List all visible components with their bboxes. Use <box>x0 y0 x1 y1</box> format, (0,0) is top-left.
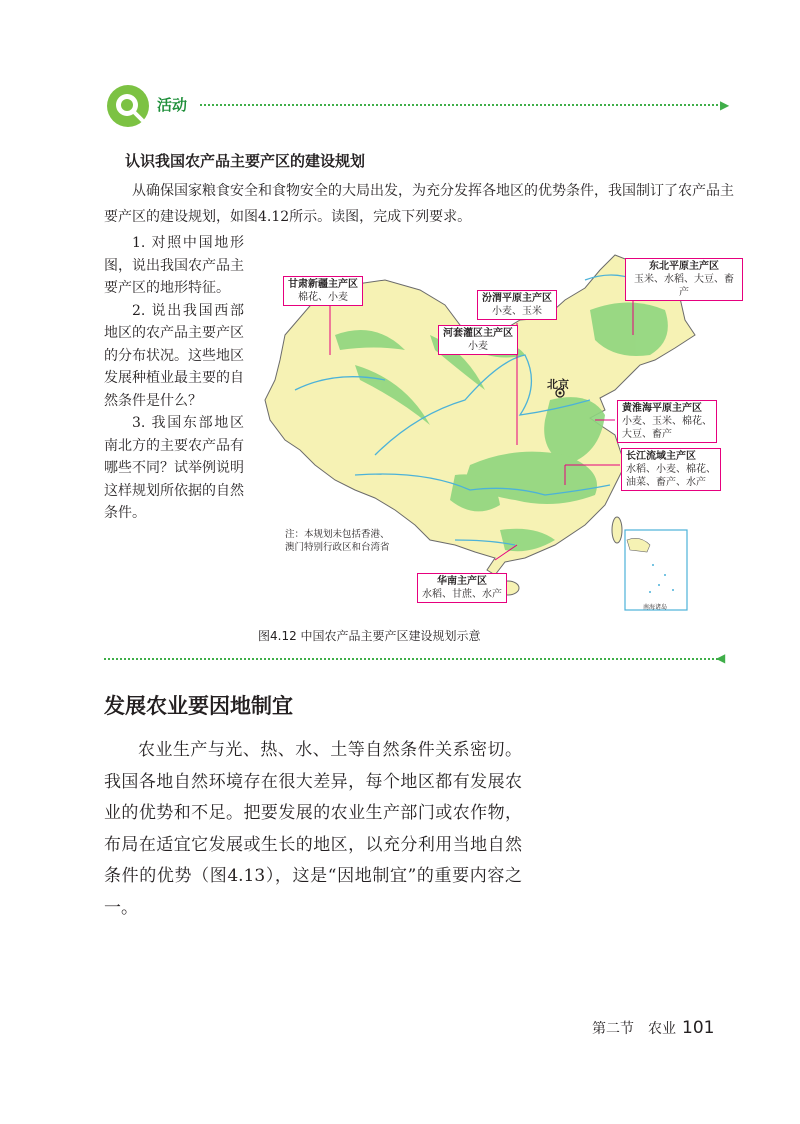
dotted-divider-bottom <box>104 658 718 660</box>
page-number: 101 <box>682 1018 715 1038</box>
map-note: 注：本规划未包括香港、 澳门特别行政区和台湾省 <box>285 529 390 553</box>
activity-intro: 从确保国家粮食安全和食物安全的大局出发，为充分发挥各地区的优势条件，我国制订了农产品主要产区的建设规划，如图4.12所示。读图，完成下列要求。 <box>104 183 734 225</box>
figure-caption: 图4.12 中国农产品主要产区建设规划示意 <box>258 629 481 643</box>
label-north-plain: 黄淮海平原主产区 小麦、玉米、棉花、 大豆、畜产 <box>617 400 717 443</box>
question-3: 3. 我国东部地区南北方的主要农产品有哪些不同？试举例说明这样规划所依据的自然条件。 <box>104 415 244 521</box>
label-fenwei: 汾渭平原主产区 小麦、玉米 <box>477 290 557 320</box>
china-agriculture-map <box>255 240 745 615</box>
capital-label: 北京 <box>547 378 569 391</box>
inset-label: 南海诸岛 <box>643 604 668 611</box>
question-2: 2. 说出我国西部地区的农产品主要产区的分布状况。这些地区发展种植业最主要的自然条件是什么？ <box>104 302 244 409</box>
question-1: 1. 对照中国地形图，说出我国农产品主要产区的地形特征。 <box>104 235 244 296</box>
label-yangtze: 长江流域主产区 水稻、小麦、棉花、 油菜、畜产、水产 <box>621 448 721 491</box>
page-footer <box>592 1018 714 1038</box>
label-northeast: 东北平原主产区 玉米、水稻、大豆、畜产 <box>625 258 743 301</box>
label-south: 华南主产区 水稻、甘蔗、水产 <box>417 573 507 603</box>
question-list <box>104 232 244 525</box>
label-gansu-xinjiang: 甘肃新疆主产区 棉花、小麦 <box>283 276 363 306</box>
label-hetao: 河套灌区主产区 小麦 <box>438 325 518 355</box>
arrow-right-icon: ▶ <box>720 98 730 112</box>
section-heading: 发展农业要因地制宜 <box>104 694 293 718</box>
section-body: 农业生产与光、热、水、土等自然条件关系密切。我国各地自然环境存在很大差异，每个地区都有发展农业的优势和不足。把要发展的农业生产部门或农作物，布局在适宜它发展或生长的地区，以充分利用当地自然条件的优势（图4.13），这是“因地制宜”的重要内容之一。 <box>104 740 522 918</box>
arrow-left-icon: ◀ <box>716 651 726 665</box>
footer-section: 第二节 农业 <box>592 1021 676 1037</box>
activity-title: 活动 <box>157 96 188 114</box>
dotted-divider-top <box>200 104 722 106</box>
taiwan-island <box>612 517 622 543</box>
activity-icon <box>106 84 150 128</box>
activity-subtitle: 认识我国农产品主要产区的建设规划 <box>125 152 366 170</box>
